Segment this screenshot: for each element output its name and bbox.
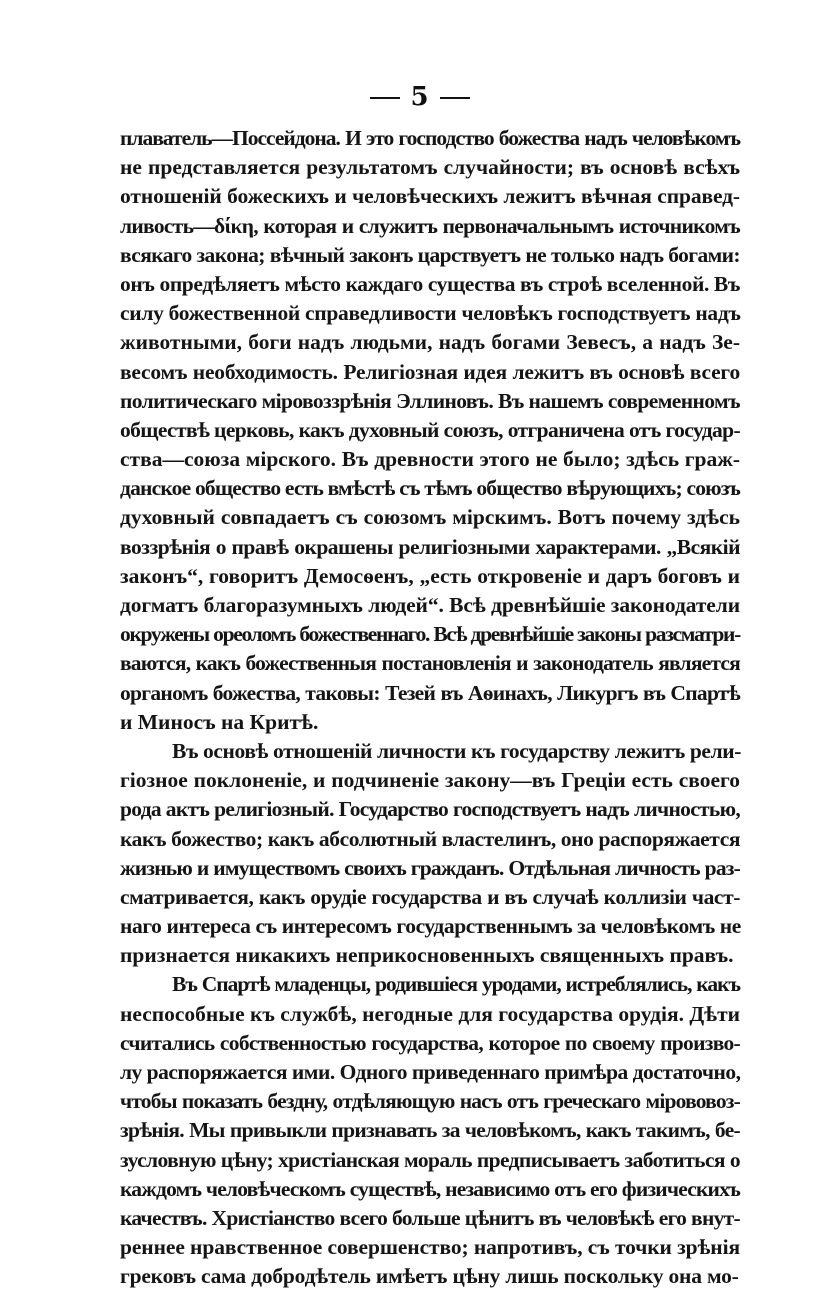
text-line: зусловную цѣну; христіанская мораль предписываетъ заботиться о [120,1147,740,1172]
text-line: духовный совпадаетъ съ союзомъ мірскимъ. Вотъ почему здѣсь [120,505,740,530]
text-line: догматъ благоразумныхъ людей“. Всѣ древнѣйшіе законодатели [120,593,740,617]
text-line: онъ опредѣляетъ мѣсто каждаго существа въ строѣ вселенной. Въ [120,271,740,296]
text-line: Въ основѣ отношеній личности къ государству лежитъ рели- [172,738,741,763]
text-line: ваются, какъ божественныя постановленія и законодатель является [120,651,740,676]
page-number-header [0,82,840,112]
left-dash [370,97,400,99]
text-line: Въ Спартѣ младенцы, родившіеся уродами, истреблялись, какъ [172,972,740,997]
text-line: политическаго міровоззрѣнія Эллиновъ. Въ нашемъ современномъ [120,388,740,413]
text-line: обществѣ церковь, какъ духовный союзъ, отграничена отъ государ- [120,417,741,442]
text-line: силу божественной справедливости человѣкъ господствуетъ надъ [120,301,741,326]
text-line: окружены ореоломъ божественнаго. Всѣ древнѣйшіе законы разсматри- [120,622,740,647]
text-line: весомъ необходимость. Религіозная идея лежитъ въ основѣ всего [120,359,740,384]
text-line: органомъ божества, таковы: Тезей въ Аѳинахъ, Ликургъ въ Спартѣ [120,680,740,705]
text-line: законъ“, говоритъ Демосѳенъ, „есть откровеніе и даръ боговъ и [120,563,740,588]
text-line: чтобы показать бездну, отдѣляющую насъ отъ греческаго мірововоз- [120,1089,740,1114]
text-line: какъ божество; какъ абсолютный властелинъ, оно распоряжается [120,826,741,851]
text-line: считались собственностью государства, которое по своему произво- [120,1030,740,1055]
text-line: каждомъ человѣческомъ существѣ, независимо отъ его физическихъ [120,1176,740,1201]
text-line: плаватель—Поссейдона. И это господство божества надъ человѣкомъ [120,126,740,150]
text-line: качествъ. Христіанство всего больше цѣнитъ въ человѣкѣ его внут- [120,1205,740,1230]
text-line: лу распоряжается ими. Одного приведеннаго примѣра достаточно, [120,1060,741,1084]
text-line: данское общество есть вмѣстѣ съ тѣмъ общество вѣрующихъ; союзъ [120,476,740,501]
text-line: наго интереса съ интересомъ государственнымъ за человѣкомъ не [120,914,741,939]
text-line: ливость—δίκη, которая и служитъ первоначальнымъ источникомъ [120,213,740,238]
paragraph [120,970,740,1291]
text-line: реннее нравственное совершенство; напротивъ, съ точки зрѣнія [120,1235,740,1260]
page-number: 5 [410,82,430,112]
right-dash [440,97,470,99]
text-line: воззрѣнія о правѣ окрашены религіозными характерами. „Всякій [120,534,740,559]
text-line: ства—союза мірского. Въ древности этого не было; здѣсь граж- [120,447,740,472]
text-line: неспособные къ службѣ, негодные для государства орудія. Дѣти [120,1001,741,1026]
text-line: признается никакихъ неприкосновенныхъ священныхъ правъ. [120,943,734,968]
paragraph [120,737,740,971]
text-line: гіозное поклоненіе, и подчиненіе закону—въ Греціи есть своего [120,768,740,793]
text-line: животными, боги надъ людьми, надъ богами Зевесъ, а надъ Зе- [120,330,740,355]
text-line: зрѣнія. Мы привыкли признавать за человѣкомъ, какъ такимъ, бе- [120,1118,740,1143]
text-line: грековъ сама добродѣтель имѣетъ цѣну лишь поскольку она мо- [120,1264,739,1289]
text-line: всякаго закона; вѣчный законъ царствуетъ не только надъ богами: [120,242,740,267]
text-line: отношеній божескихъ и человѣческихъ лежитъ вѣчная справед- [120,184,740,209]
text-line: сматривается, какъ орудіе государства и въ случаѣ коллизіи част- [120,884,740,909]
text-line: рода актъ религіозный. Государство господствуетъ надъ личностью, [120,797,740,822]
body-text [120,124,740,1292]
text-line: не представляется результатомъ случайности; въ основѣ всѣхъ [120,155,740,180]
text-line: жизнью и имуществомъ своихъ гражданъ. Отдѣльная личность раз- [120,855,740,880]
paragraph [120,124,740,737]
text-line: и Миносъ на Критѣ. [120,709,319,734]
